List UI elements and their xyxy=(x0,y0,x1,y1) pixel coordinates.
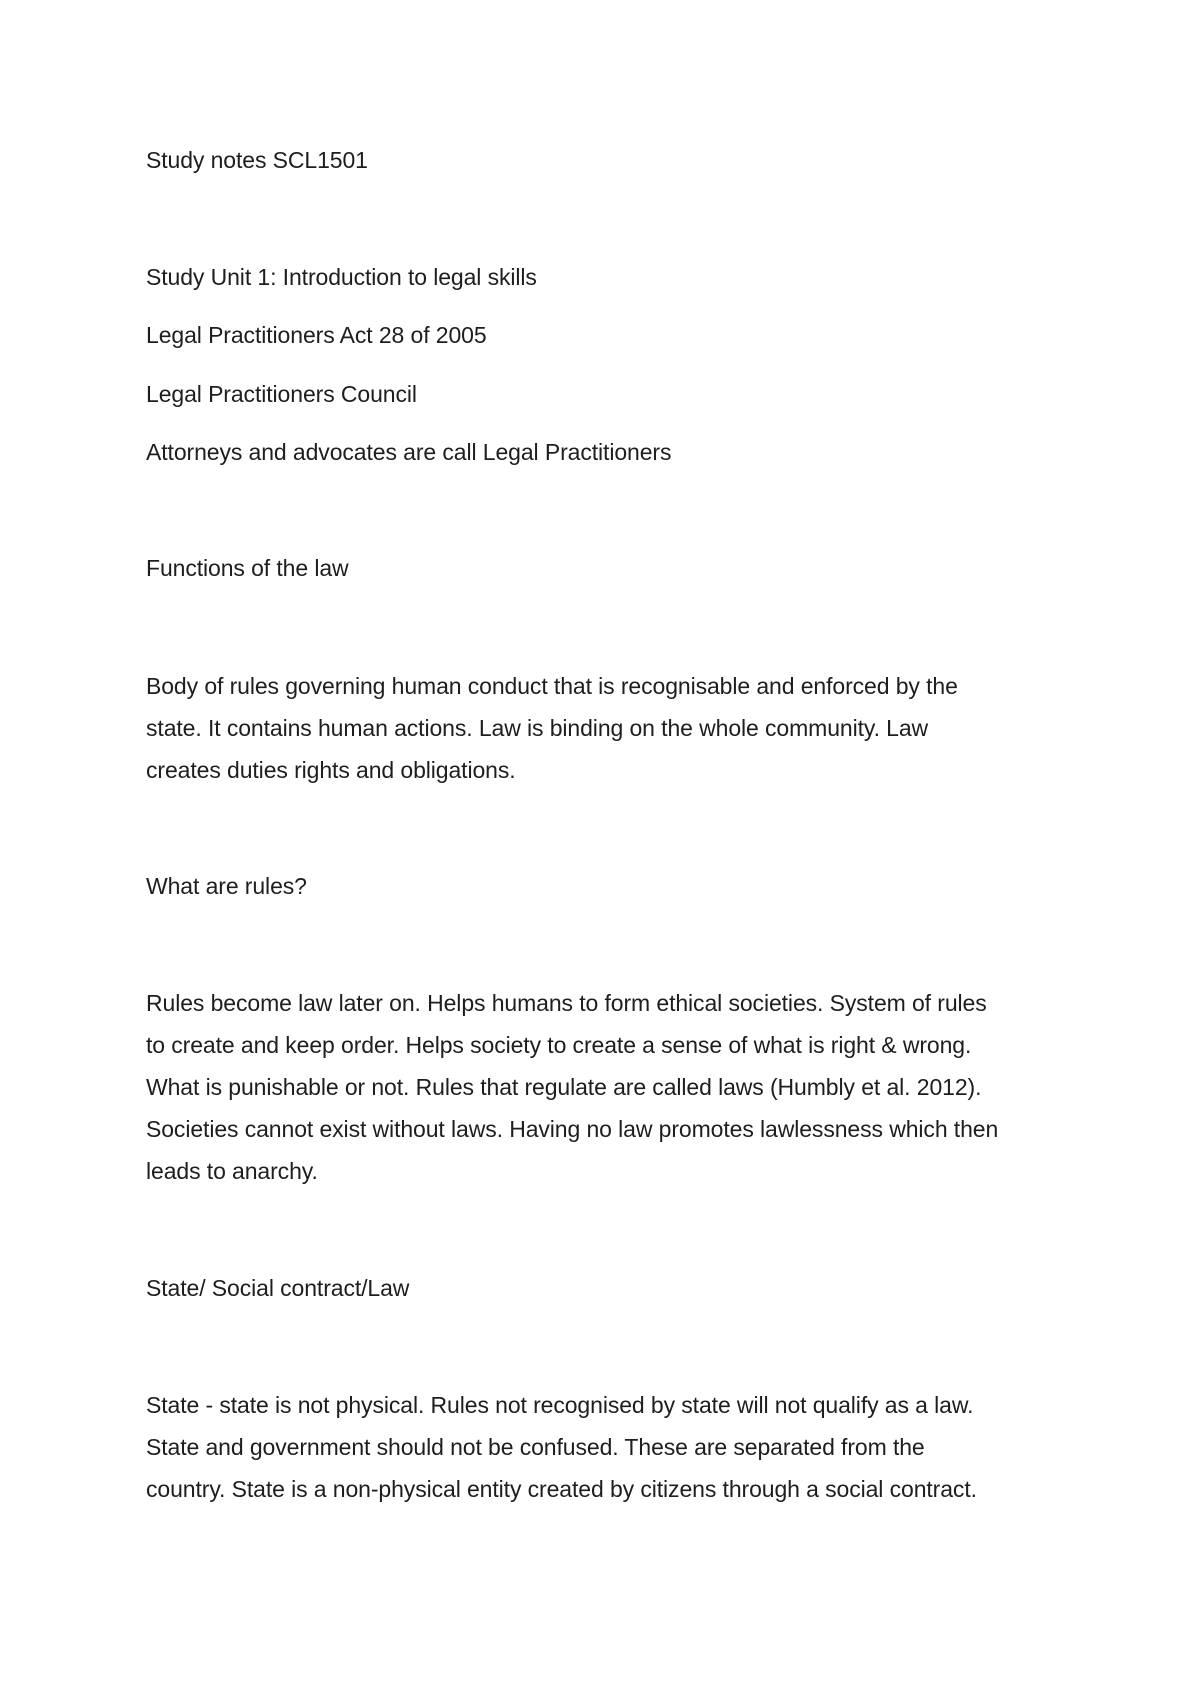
functions-heading: Functions of the law xyxy=(146,555,349,581)
document-title: Study notes SCL1501 xyxy=(146,147,368,173)
paragraph-line: to create and keep order. Helps society to create a sense of what is right & wrong. xyxy=(146,1032,972,1058)
study-unit-heading: Study Unit 1: Introduction to legal skills xyxy=(146,264,537,290)
paragraph-line: State and government should not be confused. These are separated from the xyxy=(146,1434,925,1460)
paragraph-line: Body of rules governing human conduct that is recognisable and enforced by the xyxy=(146,673,958,699)
council-line: Legal Practitioners Council xyxy=(146,381,417,407)
rules-paragraph xyxy=(146,982,1076,1192)
functions-paragraph xyxy=(146,665,1076,791)
paragraph-line: What is punishable or not. Rules that regulate are called laws (Humbly et al. 2012). xyxy=(146,1074,982,1100)
paragraph-line: State - state is not physical. Rules not recognised by state will not qualify as a law. xyxy=(146,1392,974,1418)
attorneys-line: Attorneys and advocates are call Legal Practitioners xyxy=(146,439,672,465)
state-heading: State/ Social contract/Law xyxy=(146,1275,410,1301)
rules-heading: What are rules? xyxy=(146,873,307,899)
state-paragraph xyxy=(146,1384,1076,1510)
paragraph-line: Societies cannot exist without laws. Having no law promotes lawlessness which then xyxy=(146,1116,999,1142)
paragraph-line: country. State is a non-physical entity created by citizens through a social contract. xyxy=(146,1476,977,1502)
act-line: Legal Practitioners Act 28 of 2005 xyxy=(146,322,487,348)
paragraph-line: leads to anarchy. xyxy=(146,1158,318,1184)
paragraph-line: Rules become law later on. Helps humans to form ethical societies. System of rules xyxy=(146,990,987,1016)
paragraph-line: state. It contains human actions. Law is binding on the whole community. Law xyxy=(146,715,929,741)
paragraph-line: creates duties rights and obligations. xyxy=(146,757,516,783)
